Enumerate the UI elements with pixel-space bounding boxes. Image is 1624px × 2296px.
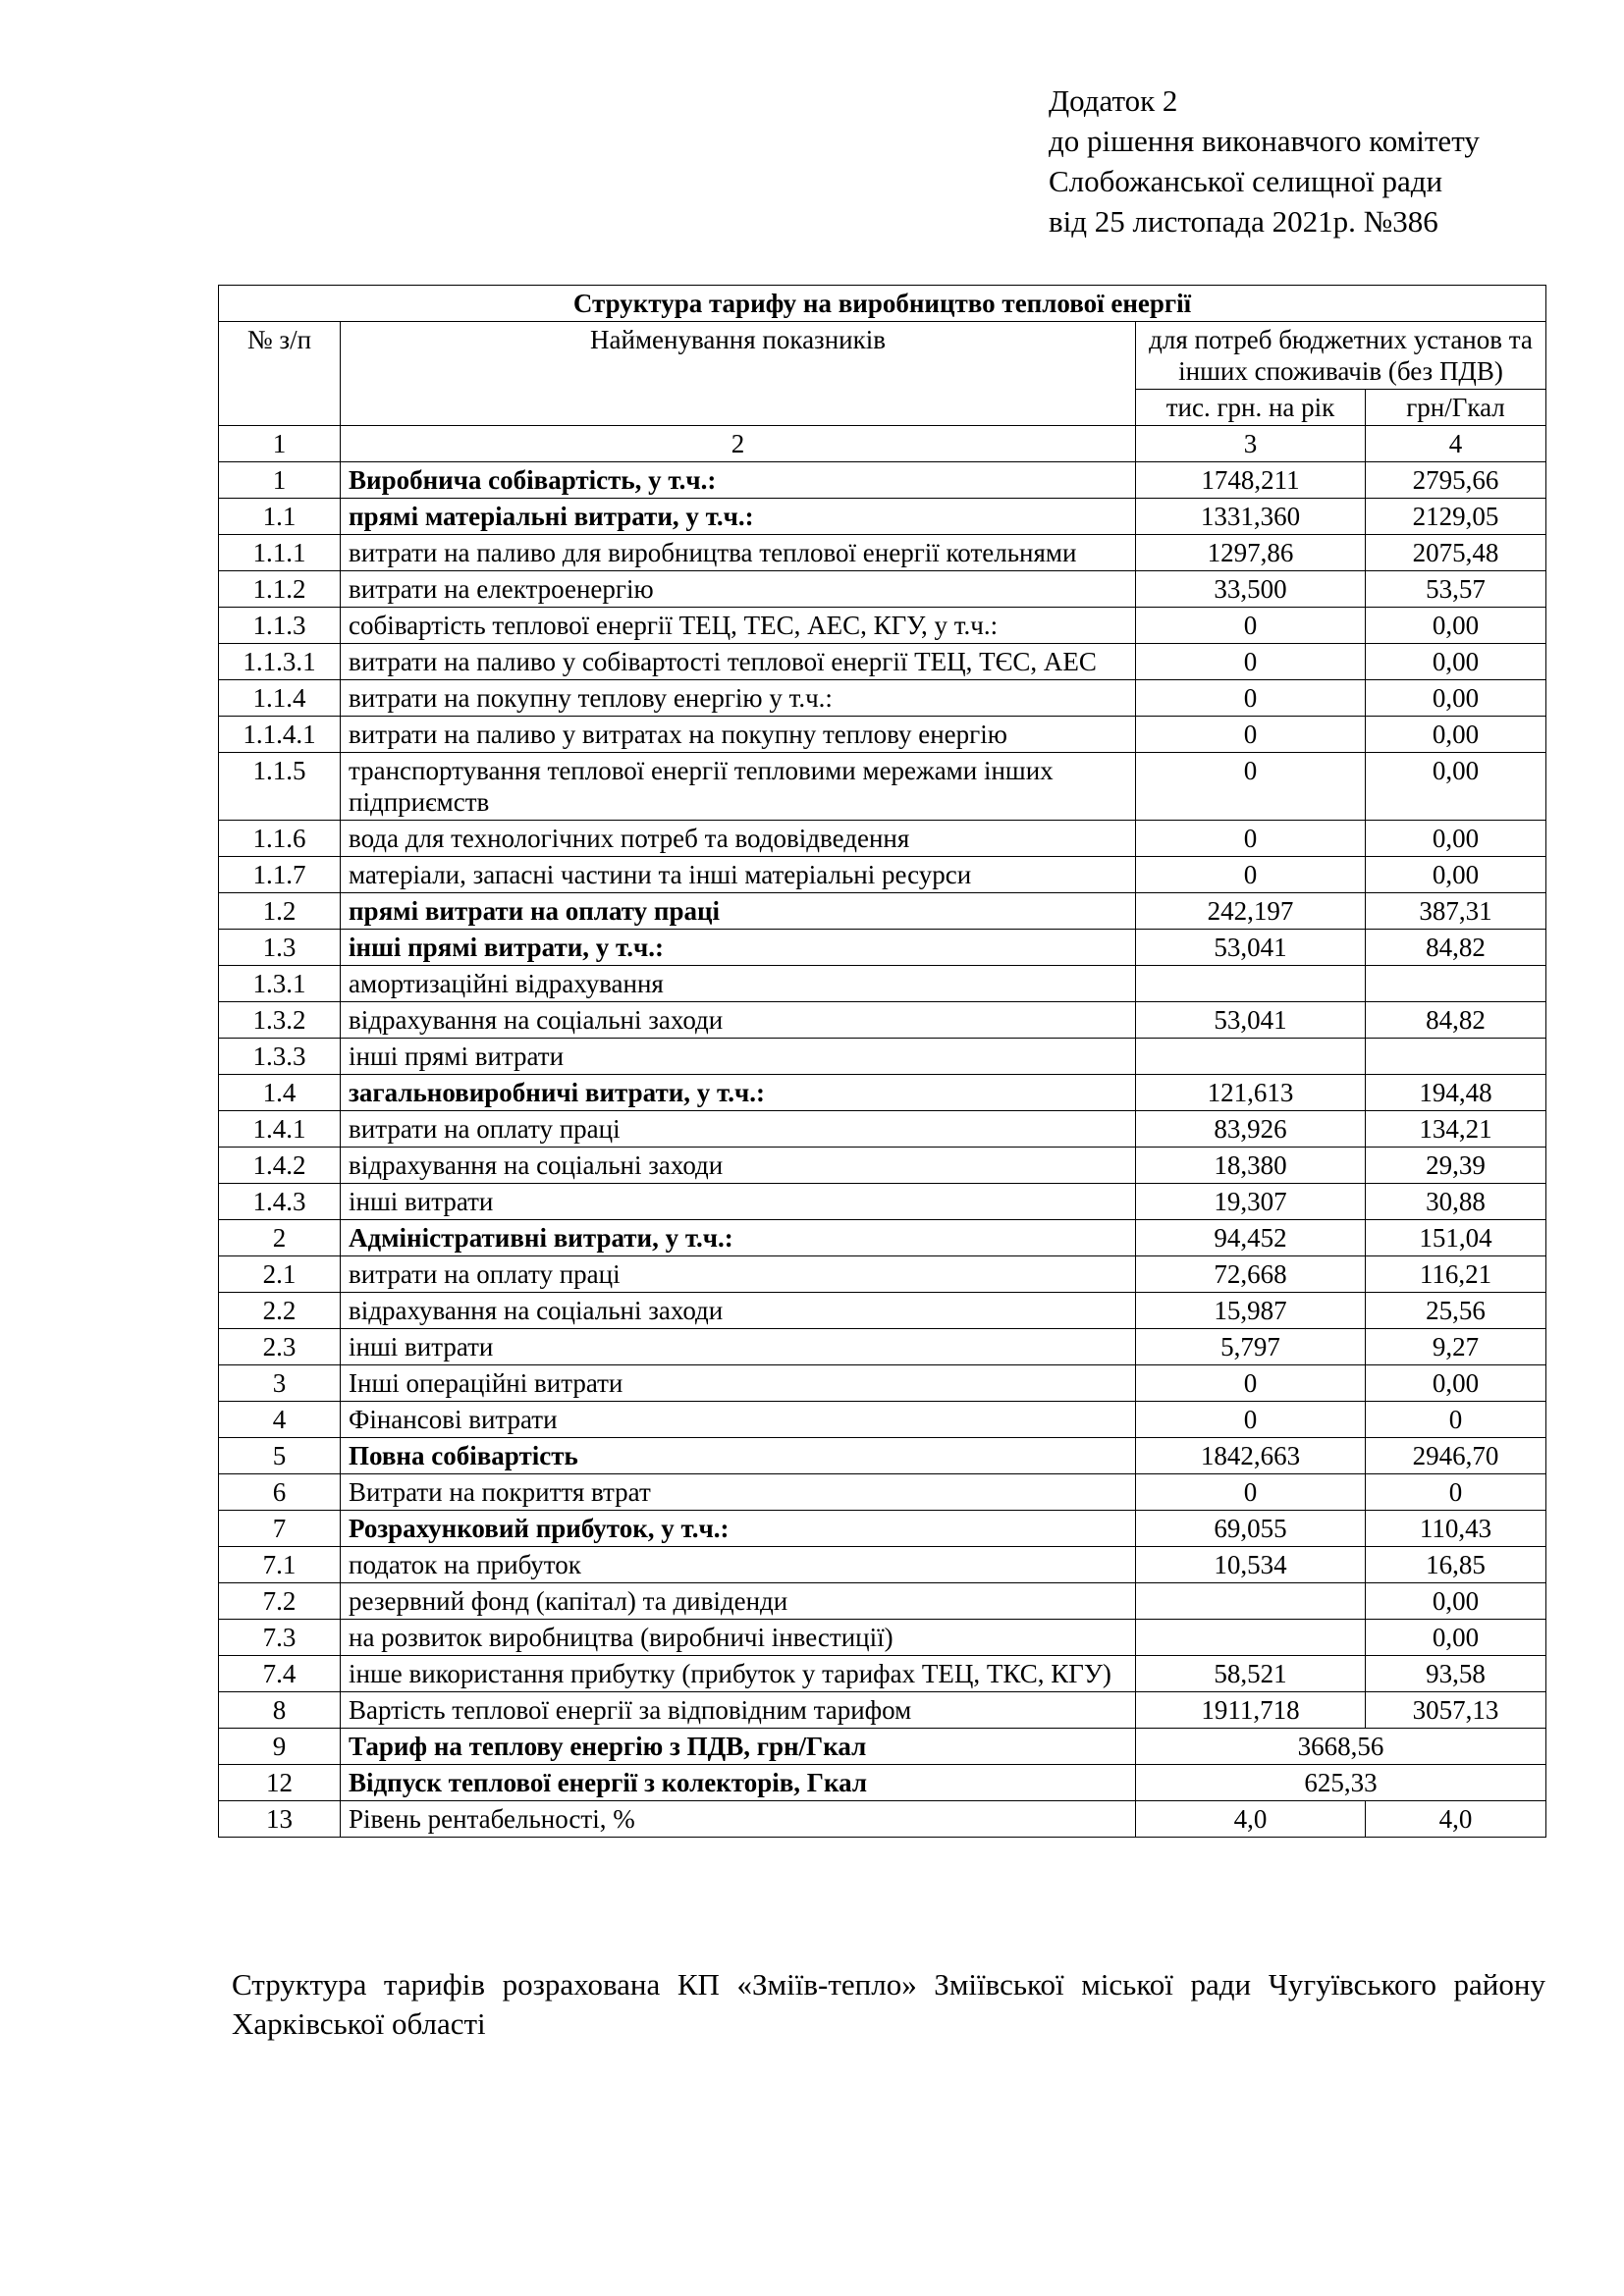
row-value-thousand-uah-year: 15,987 (1136, 1293, 1366, 1329)
row-indicator-name: Вартість теплової енергії за відповідним тарифом (341, 1692, 1136, 1729)
tariff-structure-table (218, 285, 1546, 1838)
row-value-uah-per-gcal: 53,57 (1366, 571, 1546, 608)
row-number: 1.4.3 (219, 1184, 341, 1220)
row-indicator-name: собівартість теплової енергії ТЕЦ, ТЕС, АЕС, КГУ, у т.ч.: (341, 608, 1136, 644)
table-row (219, 1583, 1546, 1620)
row-value-merged: 625,33 (1136, 1765, 1546, 1801)
table-row (219, 1692, 1546, 1729)
row-indicator-name: податок на прибуток (341, 1547, 1136, 1583)
table-row (219, 1547, 1546, 1583)
row-indicator-name: Фінансові витрати (341, 1402, 1136, 1438)
row-number: 1.4.2 (219, 1148, 341, 1184)
table-row (219, 571, 1546, 608)
row-indicator-name: Розрахунковий прибуток, у т.ч.: (341, 1511, 1136, 1547)
row-value-thousand-uah-year: 1842,663 (1136, 1438, 1366, 1474)
row-number: 1.1.2 (219, 571, 341, 608)
row-value-uah-per-gcal: 0,00 (1366, 680, 1546, 717)
row-value-thousand-uah-year: 18,380 (1136, 1148, 1366, 1184)
table-row (219, 1256, 1546, 1293)
row-number: 6 (219, 1474, 341, 1511)
row-number: 1.1.5 (219, 753, 341, 821)
table-row (219, 1474, 1546, 1511)
row-value-thousand-uah-year: 58,521 (1136, 1656, 1366, 1692)
table-row (219, 1293, 1546, 1329)
row-value-uah-per-gcal: 116,21 (1366, 1256, 1546, 1293)
appendix-line: Слобожанської селищної ради (1049, 164, 1443, 198)
row-value-thousand-uah-year: 4,0 (1136, 1801, 1366, 1838)
table-row (219, 1002, 1546, 1039)
table-row (219, 462, 1546, 499)
row-value-thousand-uah-year: 69,055 (1136, 1511, 1366, 1547)
table-row (219, 1765, 1546, 1801)
table-row (219, 644, 1546, 680)
row-value-thousand-uah-year (1136, 966, 1366, 1002)
row-number: 1.1.7 (219, 857, 341, 893)
row-value-uah-per-gcal: 9,27 (1366, 1329, 1546, 1365)
row-number: 1.3.1 (219, 966, 341, 1002)
row-indicator-name: прямі матеріальні витрати, у т.ч.: (341, 499, 1136, 535)
row-indicator-name: витрати на паливо для виробництва теплової енергії котельнями (341, 535, 1136, 571)
row-number: 12 (219, 1765, 341, 1801)
table-row (219, 499, 1546, 535)
row-value-uah-per-gcal: 0,00 (1366, 857, 1546, 893)
header-num: № з/п (219, 322, 341, 426)
row-indicator-name: вода для технологічних потреб та водовідведення (341, 821, 1136, 857)
table-row (219, 1148, 1546, 1184)
row-number: 1.1.6 (219, 821, 341, 857)
column-number: 2 (341, 426, 1136, 462)
row-number: 1.1.1 (219, 535, 341, 571)
row-indicator-name: на розвиток виробництва (виробничі інвестиції) (341, 1620, 1136, 1656)
appendix-header (1049, 80, 1480, 241)
row-value-thousand-uah-year: 10,534 (1136, 1547, 1366, 1583)
table-row (219, 535, 1546, 571)
row-value-thousand-uah-year: 0 (1136, 1365, 1366, 1402)
table-row (219, 1075, 1546, 1111)
row-number: 4 (219, 1402, 341, 1438)
row-value-uah-per-gcal: 0 (1366, 1402, 1546, 1438)
row-value-thousand-uah-year: 1911,718 (1136, 1692, 1366, 1729)
row-indicator-name: витрати на оплату праці (341, 1256, 1136, 1293)
row-number: 2.2 (219, 1293, 341, 1329)
row-value-uah-per-gcal: 2795,66 (1366, 462, 1546, 499)
appendix-line: від 25 листопада 2021р. №386 (1049, 204, 1438, 239)
row-indicator-name: витрати на паливо у витратах на покупну теплову енергію (341, 717, 1136, 753)
row-indicator-name: прямі витрати на оплату праці (341, 893, 1136, 930)
row-value-uah-per-gcal: 0,00 (1366, 821, 1546, 857)
table-row (219, 1329, 1546, 1365)
row-value-uah-per-gcal: 0,00 (1366, 753, 1546, 821)
column-number-row (219, 426, 1546, 462)
row-value-thousand-uah-year: 0 (1136, 753, 1366, 821)
row-value-thousand-uah-year: 19,307 (1136, 1184, 1366, 1220)
row-number: 8 (219, 1692, 341, 1729)
row-number: 1.1.4.1 (219, 717, 341, 753)
row-indicator-name: амортизаційні відрахування (341, 966, 1136, 1002)
row-number: 1.4 (219, 1075, 341, 1111)
row-number: 2 (219, 1220, 341, 1256)
row-indicator-name: витрати на покупну теплову енергію у т.ч.: (341, 680, 1136, 717)
row-value-uah-per-gcal: 0,00 (1366, 608, 1546, 644)
table-row (219, 1220, 1546, 1256)
row-value-uah-per-gcal: 387,31 (1366, 893, 1546, 930)
row-number: 9 (219, 1729, 341, 1765)
column-number: 4 (1366, 426, 1546, 462)
row-indicator-name: інші прямі витрати (341, 1039, 1136, 1075)
row-number: 1.3.3 (219, 1039, 341, 1075)
row-indicator-name: транспортування теплової енергії тепловими мережами інших підприємств (341, 753, 1136, 821)
row-value-thousand-uah-year: 1331,360 (1136, 499, 1366, 535)
row-value-uah-per-gcal: 2129,05 (1366, 499, 1546, 535)
row-number: 1.3.2 (219, 1002, 341, 1039)
row-value-thousand-uah-year: 0 (1136, 680, 1366, 717)
appendix-line: до рішення виконавчого комітету (1049, 124, 1480, 158)
row-value-uah-per-gcal: 30,88 (1366, 1184, 1546, 1220)
header-name: Найменування показників (341, 322, 1136, 426)
row-value-thousand-uah-year: 33,500 (1136, 571, 1366, 608)
row-indicator-name: Відпуск теплової енергії з колекторів, Гкал (341, 1765, 1136, 1801)
row-value-thousand-uah-year (1136, 1583, 1366, 1620)
row-value-uah-per-gcal: 93,58 (1366, 1656, 1546, 1692)
table-row (219, 930, 1546, 966)
table-row (219, 717, 1546, 753)
row-indicator-name: Адміністративні витрати, у т.ч.: (341, 1220, 1136, 1256)
table-row (219, 1620, 1546, 1656)
row-number: 13 (219, 1801, 341, 1838)
row-value-uah-per-gcal: 110,43 (1366, 1511, 1546, 1547)
row-value-uah-per-gcal: 29,39 (1366, 1148, 1546, 1184)
row-value-uah-per-gcal: 0 (1366, 1474, 1546, 1511)
table-row (219, 966, 1546, 1002)
row-value-uah-per-gcal: 16,85 (1366, 1547, 1546, 1583)
column-number: 1 (219, 426, 341, 462)
row-indicator-name: загальновиробничі витрати, у т.ч.: (341, 1075, 1136, 1111)
row-value-uah-per-gcal: 2075,48 (1366, 535, 1546, 571)
row-value-thousand-uah-year: 0 (1136, 608, 1366, 644)
row-indicator-name: інші витрати (341, 1184, 1136, 1220)
row-value-uah-per-gcal (1366, 966, 1546, 1002)
row-number: 1.1.3 (219, 608, 341, 644)
row-indicator-name: Рівень рентабельності, % (341, 1801, 1136, 1838)
row-value-thousand-uah-year: 72,668 (1136, 1256, 1366, 1293)
row-value-uah-per-gcal (1366, 1039, 1546, 1075)
table-row (219, 1511, 1546, 1547)
row-value-uah-per-gcal: 4,0 (1366, 1801, 1546, 1838)
row-value-uah-per-gcal: 84,82 (1366, 930, 1546, 966)
row-indicator-name: Інші операційні витрати (341, 1365, 1136, 1402)
row-value-thousand-uah-year: 5,797 (1136, 1329, 1366, 1365)
row-value-uah-per-gcal: 151,04 (1366, 1220, 1546, 1256)
row-indicator-name: Виробнича собівартість, у т.ч.: (341, 462, 1136, 499)
row-indicator-name: витрати на паливо у собівартості теплової енергії ТЕЦ, ТЄС, АЕС (341, 644, 1136, 680)
table-title-row (219, 286, 1546, 322)
table-row (219, 753, 1546, 821)
row-value-uah-per-gcal: 134,21 (1366, 1111, 1546, 1148)
row-number: 3 (219, 1365, 341, 1402)
row-value-uah-per-gcal: 84,82 (1366, 1002, 1546, 1039)
row-value-uah-per-gcal: 0,00 (1366, 1583, 1546, 1620)
row-value-uah-per-gcal: 194,48 (1366, 1075, 1546, 1111)
row-indicator-name: Витрати на покриття втрат (341, 1474, 1136, 1511)
row-value-thousand-uah-year: 0 (1136, 1402, 1366, 1438)
table-row (219, 1438, 1546, 1474)
row-number: 2.1 (219, 1256, 341, 1293)
table-row (219, 1656, 1546, 1692)
row-indicator-name: витрати на оплату праці (341, 1111, 1136, 1148)
table-row (219, 1801, 1546, 1838)
row-indicator-name: Повна собівартість (341, 1438, 1136, 1474)
row-value-thousand-uah-year: 53,041 (1136, 1002, 1366, 1039)
row-value-thousand-uah-year: 1748,211 (1136, 462, 1366, 499)
table-row (219, 893, 1546, 930)
row-number: 7.2 (219, 1583, 341, 1620)
table-row (219, 857, 1546, 893)
row-value-thousand-uah-year: 1297,86 (1136, 535, 1366, 571)
row-value-uah-per-gcal: 0,00 (1366, 644, 1546, 680)
row-value-thousand-uah-year (1136, 1620, 1366, 1656)
table-row (219, 1111, 1546, 1148)
table-row (219, 1039, 1546, 1075)
row-indicator-name: матеріали, запасні частини та інші матеріальні ресурси (341, 857, 1136, 893)
row-value-uah-per-gcal: 3057,13 (1366, 1692, 1546, 1729)
column-number: 3 (1136, 426, 1366, 462)
row-indicator-name: відрахування на соціальні заходи (341, 1293, 1136, 1329)
table-row (219, 1402, 1546, 1438)
row-value-thousand-uah-year: 121,613 (1136, 1075, 1366, 1111)
row-value-thousand-uah-year: 53,041 (1136, 930, 1366, 966)
row-number: 7.4 (219, 1656, 341, 1692)
row-number: 1.1 (219, 499, 341, 535)
footer-note: Структура тарифів розрахована КП «Зміїв-тепло» Зміївської міської ради Чугуївського району Харківської області (232, 1967, 1545, 2041)
row-number: 1.3 (219, 930, 341, 966)
header-unit-gcal: грн/Гкал (1366, 390, 1546, 426)
row-number: 5 (219, 1438, 341, 1474)
row-value-uah-per-gcal: 25,56 (1366, 1293, 1546, 1329)
row-indicator-name: Тариф на теплову енергію з ПДВ, грн/Гкал (341, 1729, 1136, 1765)
row-number: 1.4.1 (219, 1111, 341, 1148)
row-number: 7.3 (219, 1620, 341, 1656)
row-indicator-name: інші прямі витрати, у т.ч.: (341, 930, 1136, 966)
table-row (219, 1365, 1546, 1402)
table-row (219, 821, 1546, 857)
header-consumer-group: для потреб бюджетних установ та інших споживачів (без ПДВ) (1136, 322, 1546, 390)
row-value-thousand-uah-year (1136, 1039, 1366, 1075)
row-indicator-name: відрахування на соціальні заходи (341, 1148, 1136, 1184)
row-number: 2.3 (219, 1329, 341, 1365)
table-row (219, 1184, 1546, 1220)
row-number: 1.1.4 (219, 680, 341, 717)
row-number: 7.1 (219, 1547, 341, 1583)
row-number: 1.1.3.1 (219, 644, 341, 680)
row-number: 1.2 (219, 893, 341, 930)
table-row (219, 680, 1546, 717)
header-unit-year: тис. грн. на рік (1136, 390, 1366, 426)
row-value-uah-per-gcal: 0,00 (1366, 717, 1546, 753)
row-indicator-name: витрати на електроенергію (341, 571, 1136, 608)
row-value-thousand-uah-year: 0 (1136, 717, 1366, 753)
row-value-thousand-uah-year: 94,452 (1136, 1220, 1366, 1256)
table-header-row (219, 322, 1546, 390)
row-value-thousand-uah-year: 0 (1136, 1474, 1366, 1511)
row-indicator-name: резервний фонд (капітал) та дивіденди (341, 1583, 1136, 1620)
table-row (219, 1729, 1546, 1765)
row-indicator-name: інше використання прибутку (прибуток у тарифах ТЕЦ, ТКС, КГУ) (341, 1656, 1136, 1692)
row-value-thousand-uah-year: 0 (1136, 644, 1366, 680)
table-row (219, 608, 1546, 644)
row-indicator-name: інші витрати (341, 1329, 1136, 1365)
row-value-uah-per-gcal: 2946,70 (1366, 1438, 1546, 1474)
row-value-thousand-uah-year: 83,926 (1136, 1111, 1366, 1148)
row-value-thousand-uah-year: 0 (1136, 857, 1366, 893)
row-value-merged: 3668,56 (1136, 1729, 1546, 1765)
row-value-thousand-uah-year: 0 (1136, 821, 1366, 857)
row-value-uah-per-gcal: 0,00 (1366, 1365, 1546, 1402)
row-number: 1 (219, 462, 341, 499)
row-number: 7 (219, 1511, 341, 1547)
row-value-uah-per-gcal: 0,00 (1366, 1620, 1546, 1656)
row-value-thousand-uah-year: 242,197 (1136, 893, 1366, 930)
table-title: Структура тарифу на виробництво теплової енергії (219, 286, 1546, 322)
row-indicator-name: відрахування на соціальні заходи (341, 1002, 1136, 1039)
appendix-line: Додаток 2 (1049, 83, 1178, 118)
